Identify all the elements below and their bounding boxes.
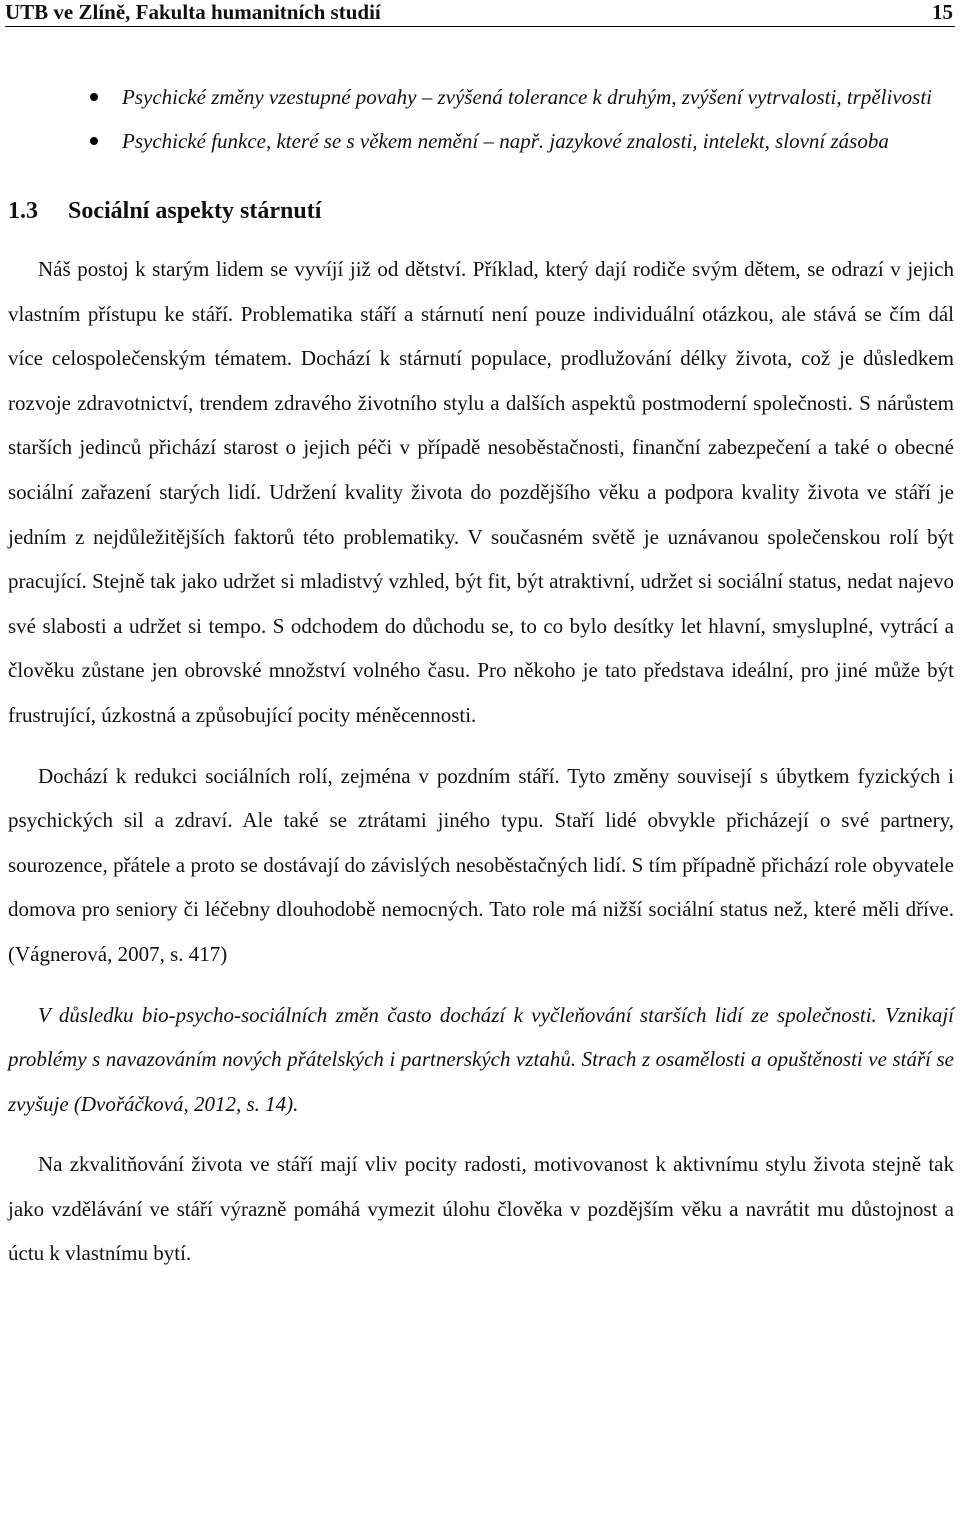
paragraph: Dochází k redukci sociálních rolí, zejména v pozdním stáří. Tyto změny souvisejí s úbytkem fyzických i psychických sil a zdraví. Ale také se ztrátami jiného typu. Staří lidé obvykle přicházejí o své partnery, sourozence, přátele a proto se dostávají do závislých nesoběstačných lidí. S tím případně přichází role obyvatele domova pro seniory či léčebny dlouhodobě nemocných. Tato role má nižší sociální status než, které měli dříve. (Vágnerová, 2007, s. 417)	[8, 763, 954, 966]
page-header	[5, 0, 955, 27]
page-number: 15	[932, 0, 953, 24]
bullet-list	[8, 75, 954, 163]
paragraph: Náš postoj k starým lidem se vyvíjí již od dětství. Příklad, který dají rodiče svým dětem, se odrazí v jejich vlastním přístupu ke stáří. Problematika stáří a stárnutí není pouze individuální otázkou, ale stává se čím dál více celospolečenským tématem. Dochází k stárnutí populace, prodlužování délky života, což je důsledkem rozvoje zdravotnictví, trendem zdravého životního stylu a dalších aspektů postmoderní společnosti. S nárůstem starších jedinců přichází starost o jejich péči v případě nesoběstačnosti, finanční zabezpečení a také o obecné sociální zařazení starých lidí. Udržení kvality života do pozdějšího věku a podpora kvality života ve stáří je jedním z nejdůležitějších faktorů této problematiky. V současném světě je uznávanou společenskou rolí být pracující. Stejně tak jako udržet si mladistvý vzhled, být fit, být atraktivní, udržet si sociální status, nedat najevo své slabosti a udržet si tempo. S odchodem do důchodu se, to co bylo desítky let hlavní, smysluplné, vytrácí a člověku zůstane jen obrovské množství volného času. Pro někoho je tato představa ideální, pro jiné může být frustrující, úzkostná a způsobující pocity méněcennosti.	[8, 257, 954, 727]
list-item	[8, 75, 954, 119]
section-number: 1.3	[8, 198, 38, 224]
list-item-text: Psychické změny vzestupné povahy – zvýšená tolerance k druhým, zvýšení vytrvalosti, trpělivosti	[122, 85, 932, 109]
list-item-text: Psychické funkce, které se s věkem nemění – např. jazykové znalosti, intelekt, slovní zásoba	[122, 129, 889, 153]
section-title: Sociální aspekty stárnutí	[68, 198, 322, 224]
section-heading	[8, 189, 954, 233]
bullet-icon	[90, 137, 98, 145]
paragraph: Na zkvalitňování života ve stáří mají vliv pocity radosti, motivovanost k aktivnímu stylu života stejně tak jako vzdělávání ve stáří výrazně pomáhá vymezit úlohu člověka v pozdějším věku a navrátit mu důstojnost a úctu k vlastnímu bytí.	[8, 1152, 954, 1266]
paragraph: V důsledku bio-psycho-sociálních změn často dochází k vyčleňování starších lidí ze společnosti. Vznikají problémy s navazováním nových přátelských i partnerských vztahů. Strach z osamělosti a opuštěnosti ve stáří se zvyšuje (Dvořáčková, 2012, s. 14).	[8, 1002, 954, 1116]
page-content	[8, 75, 954, 1276]
bullet-icon	[90, 93, 98, 101]
header-title: UTB ve Zlíně, Fakulta humanitních studií	[5, 0, 381, 24]
list-item	[8, 119, 954, 163]
